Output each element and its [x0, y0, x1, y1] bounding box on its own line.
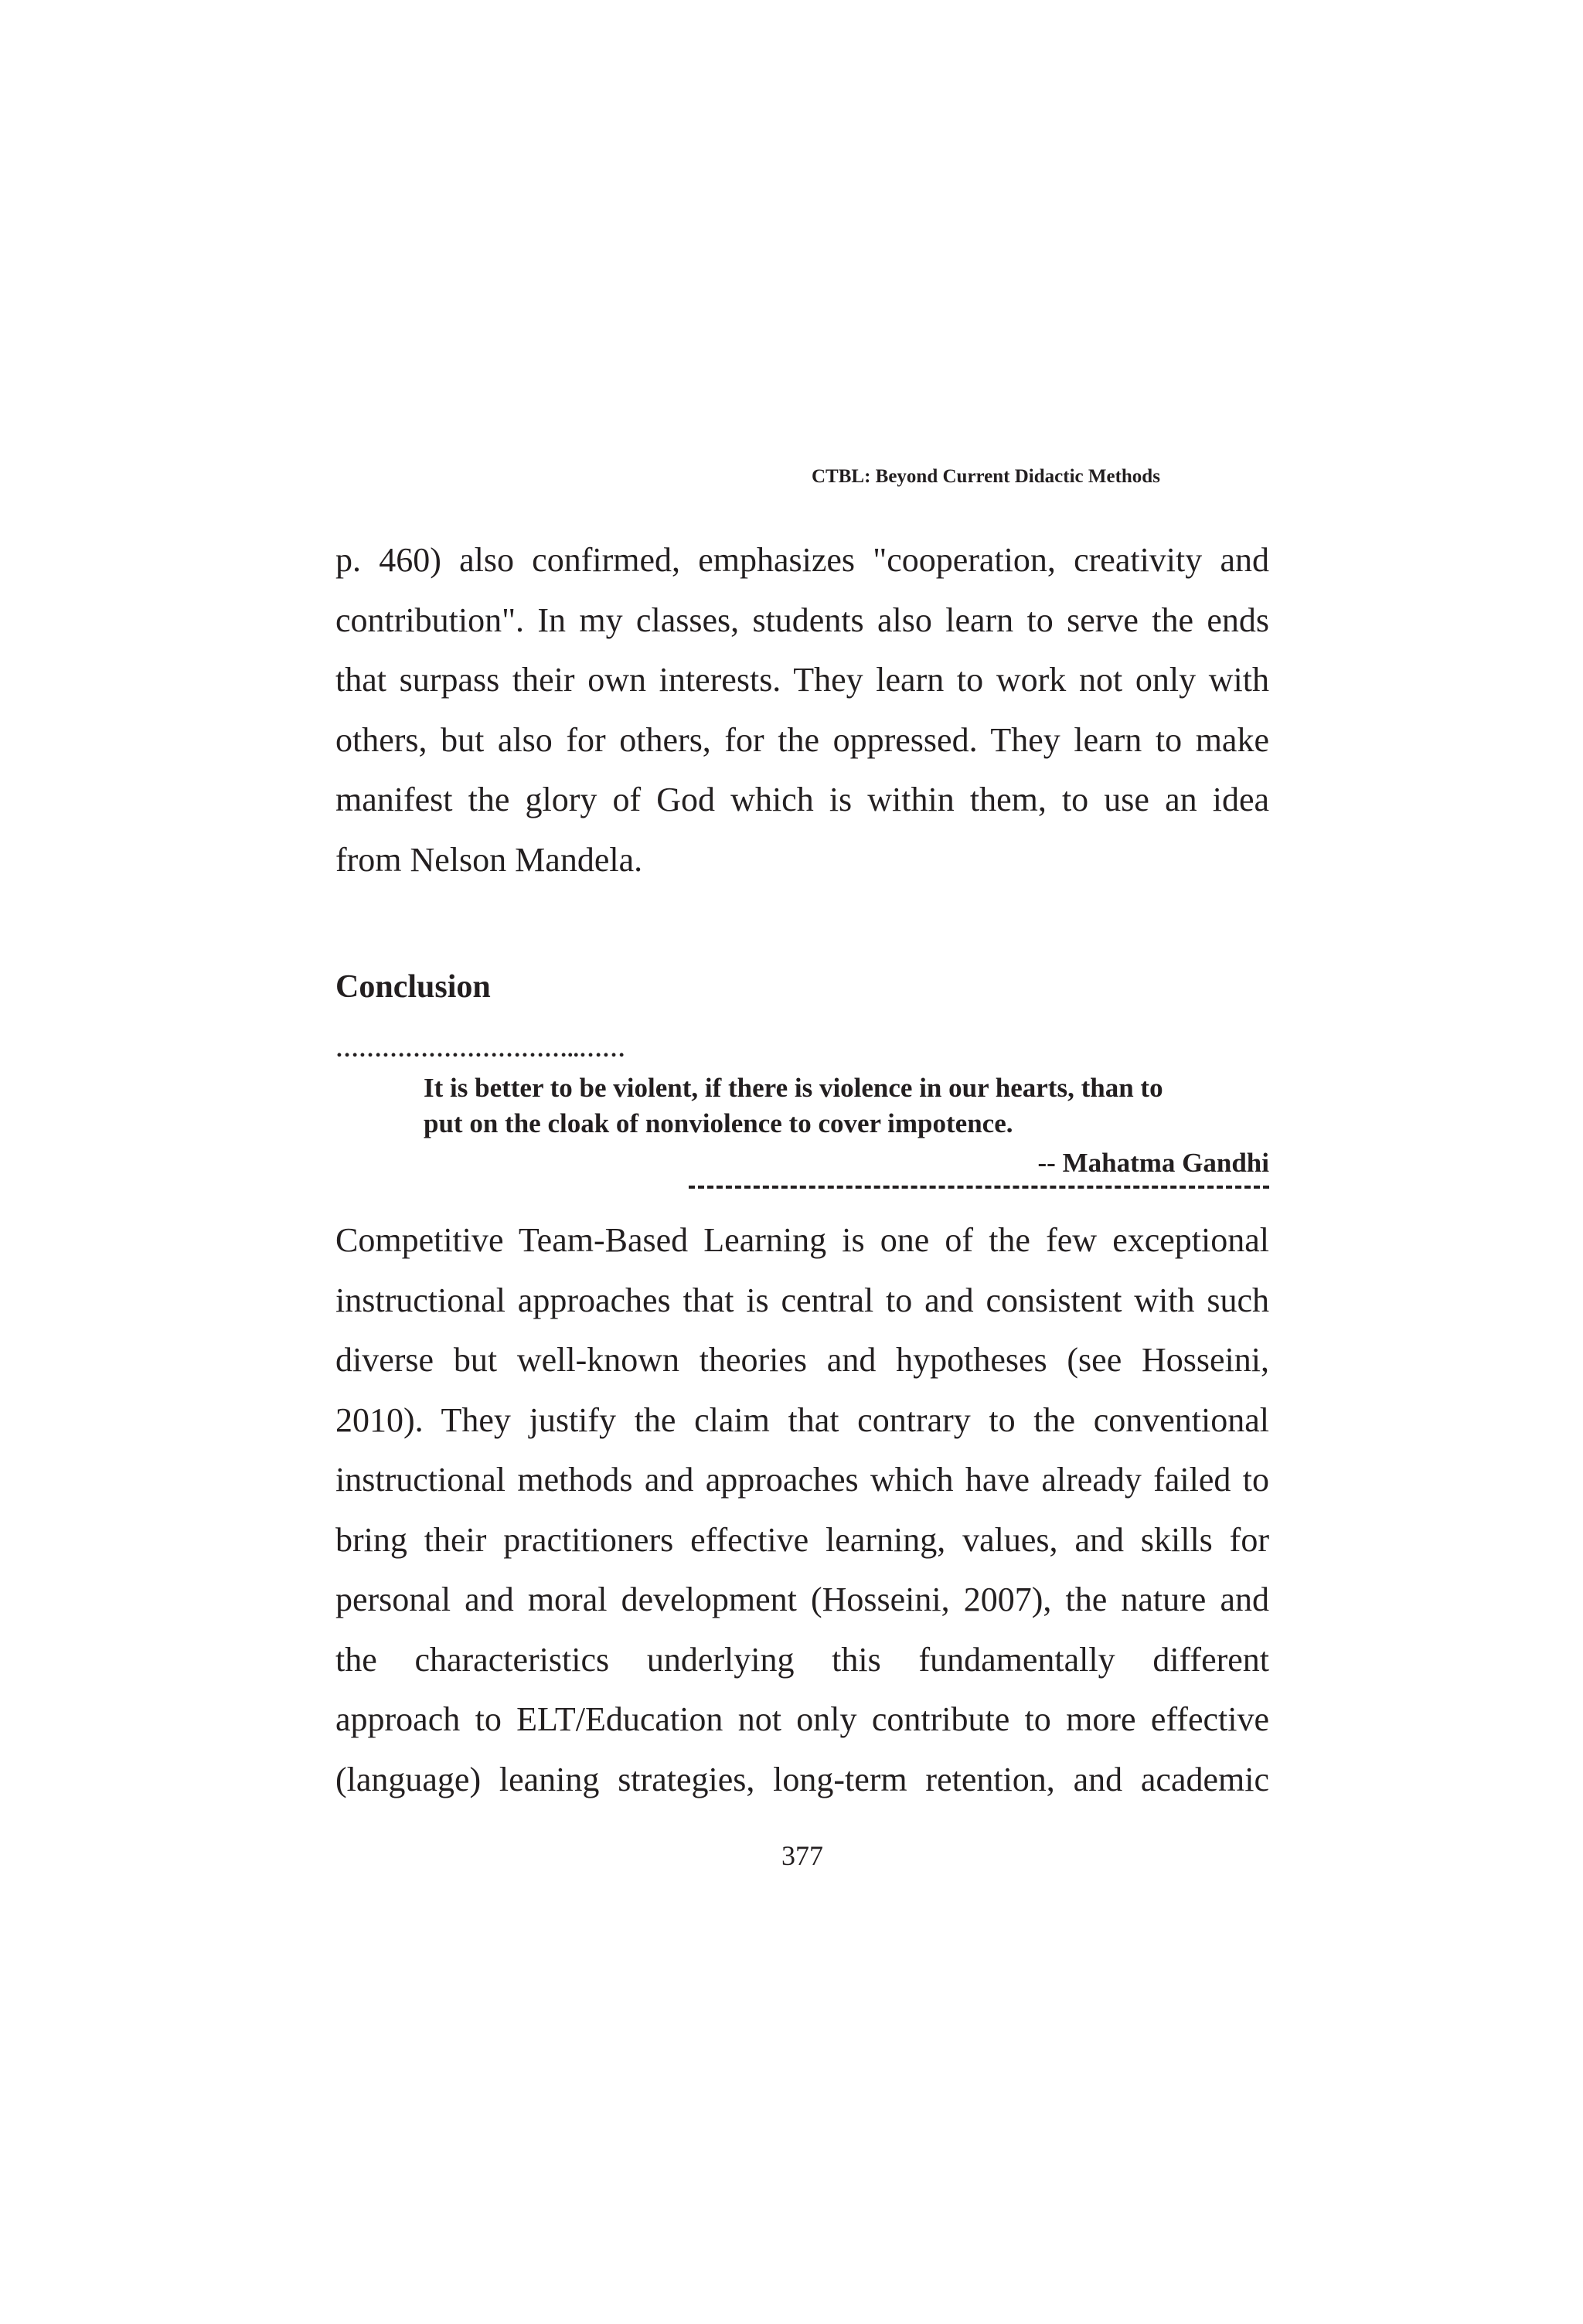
separator-dots: …………………………..……	[335, 1036, 625, 1062]
dashed-divider	[689, 1186, 1269, 1189]
page-number: 377	[781, 1840, 823, 1871]
paragraph-line: 2010). They justify the claim that contrary to the conventional	[335, 1400, 1269, 1439]
paragraph-line: (language) leaning strategies, long-term retention, and academic	[335, 1760, 1269, 1798]
paragraph-line: manifest the glory of God which is within them, to use an idea	[335, 781, 1269, 818]
body-paragraph-1	[335, 530, 1269, 890]
paragraph-line: personal and moral development (Hosseini, 2007), the nature and	[335, 1581, 1269, 1618]
quote-line: It is better to be violent, if there is violence in our hearts, than to	[424, 1073, 1163, 1103]
paragraph-line: the characteristics underlying this fundamentally different	[335, 1640, 1269, 1679]
body-paragraph-2	[335, 1210, 1269, 1809]
paragraph-line: that surpass their own interests. They learn to work not only with	[335, 661, 1269, 699]
paragraph-line: instructional methods and approaches which have already failed to	[335, 1461, 1269, 1499]
paragraph-line: bring their practitioners effective learning, values, and skills for	[335, 1520, 1269, 1559]
epigraph-quote	[424, 1070, 1243, 1142]
paragraph-line: approach to ELT/Education not only contribute to more effective	[335, 1700, 1269, 1738]
paragraph-line: contribution". In my classes, students also learn to serve the ends	[335, 601, 1269, 639]
paragraph-line: instructional approaches that is central to and consistent with such	[335, 1281, 1269, 1319]
paragraph-line: p. 460) also confirmed, emphasizes "cooperation, creativity and	[335, 541, 1269, 579]
paragraph-line: from Nelson Mandela.	[335, 840, 643, 879]
running-header: CTBL: Beyond Current Didactic Methods	[812, 466, 1160, 487]
section-heading: Conclusion	[335, 969, 491, 1005]
quote-line: put on the cloak of nonviolence to cover impotence.	[424, 1108, 1013, 1138]
quote-attribution: -- Mahatma Gandhi	[1037, 1148, 1269, 1178]
paragraph-line: others, but also for others, for the oppressed. They learn to make	[335, 720, 1269, 759]
paragraph-line: Competitive Team-Based Learning is one of the few exceptional	[335, 1221, 1269, 1259]
paragraph-line: diverse but well-known theories and hypotheses (see Hosseini,	[335, 1341, 1269, 1379]
